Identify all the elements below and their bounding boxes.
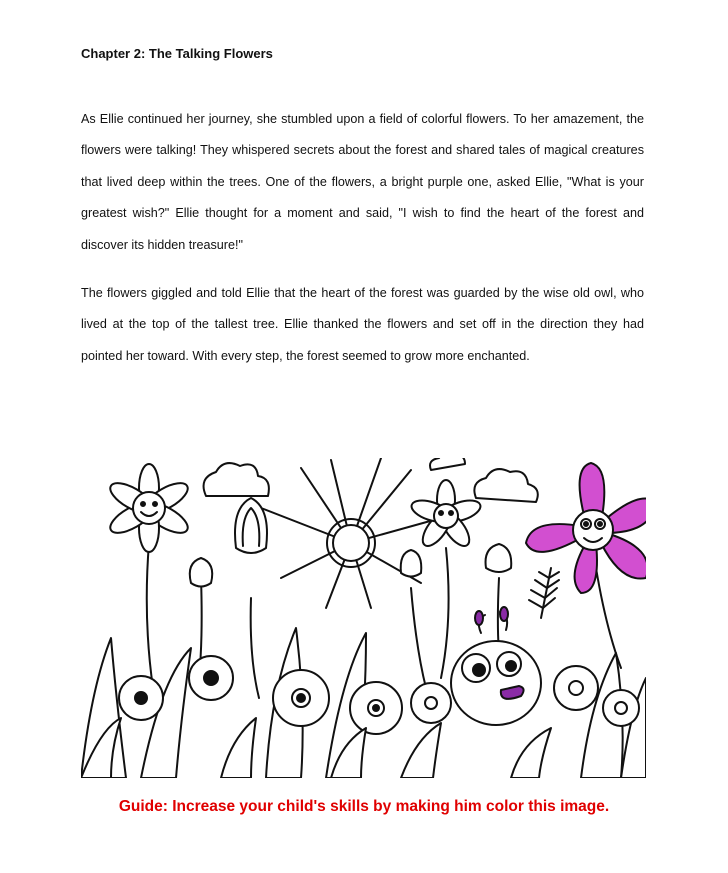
cloud-icon bbox=[204, 458, 538, 502]
chapter-title: Chapter 2: The Talking Flowers bbox=[81, 46, 273, 61]
coloring-illustration bbox=[81, 458, 646, 778]
flower-field-image bbox=[81, 458, 646, 778]
paragraph-1: As Ellie continued her journey, she stumbled upon a field of colorful flowers. To her amazement, the flowers were talking! They whispered secrets about the forest and shared tales of magical creatures that lived deep within the trees. One of the flowers, a bright purple one, asked Ellie, "What is your greatest wish?" Ellie thought for a moment and said, "I wish to find the heart of the forest and discover its hidden treasure!" bbox=[81, 112, 644, 252]
leaf-icon bbox=[529, 568, 559, 618]
bug-character-icon bbox=[451, 607, 541, 725]
daisy-icon bbox=[409, 480, 483, 550]
sun-icon bbox=[261, 458, 441, 608]
paragraph-2: The flowers giggled and told Ellie that the heart of the forest was guarded by the wise old owl, who lived at the top of the tallest tree. Ellie thanked the flowers and set off in the direction they had pointed her toward. With every step, the forest seemed to grow more enchanted. bbox=[81, 286, 644, 363]
purple-flower-icon bbox=[526, 463, 646, 593]
coloring-guide: Guide: Increase your child's skills by making him color this image. bbox=[118, 798, 610, 815]
smiling-flower-icon bbox=[106, 464, 192, 552]
daisy-icon bbox=[119, 656, 639, 734]
